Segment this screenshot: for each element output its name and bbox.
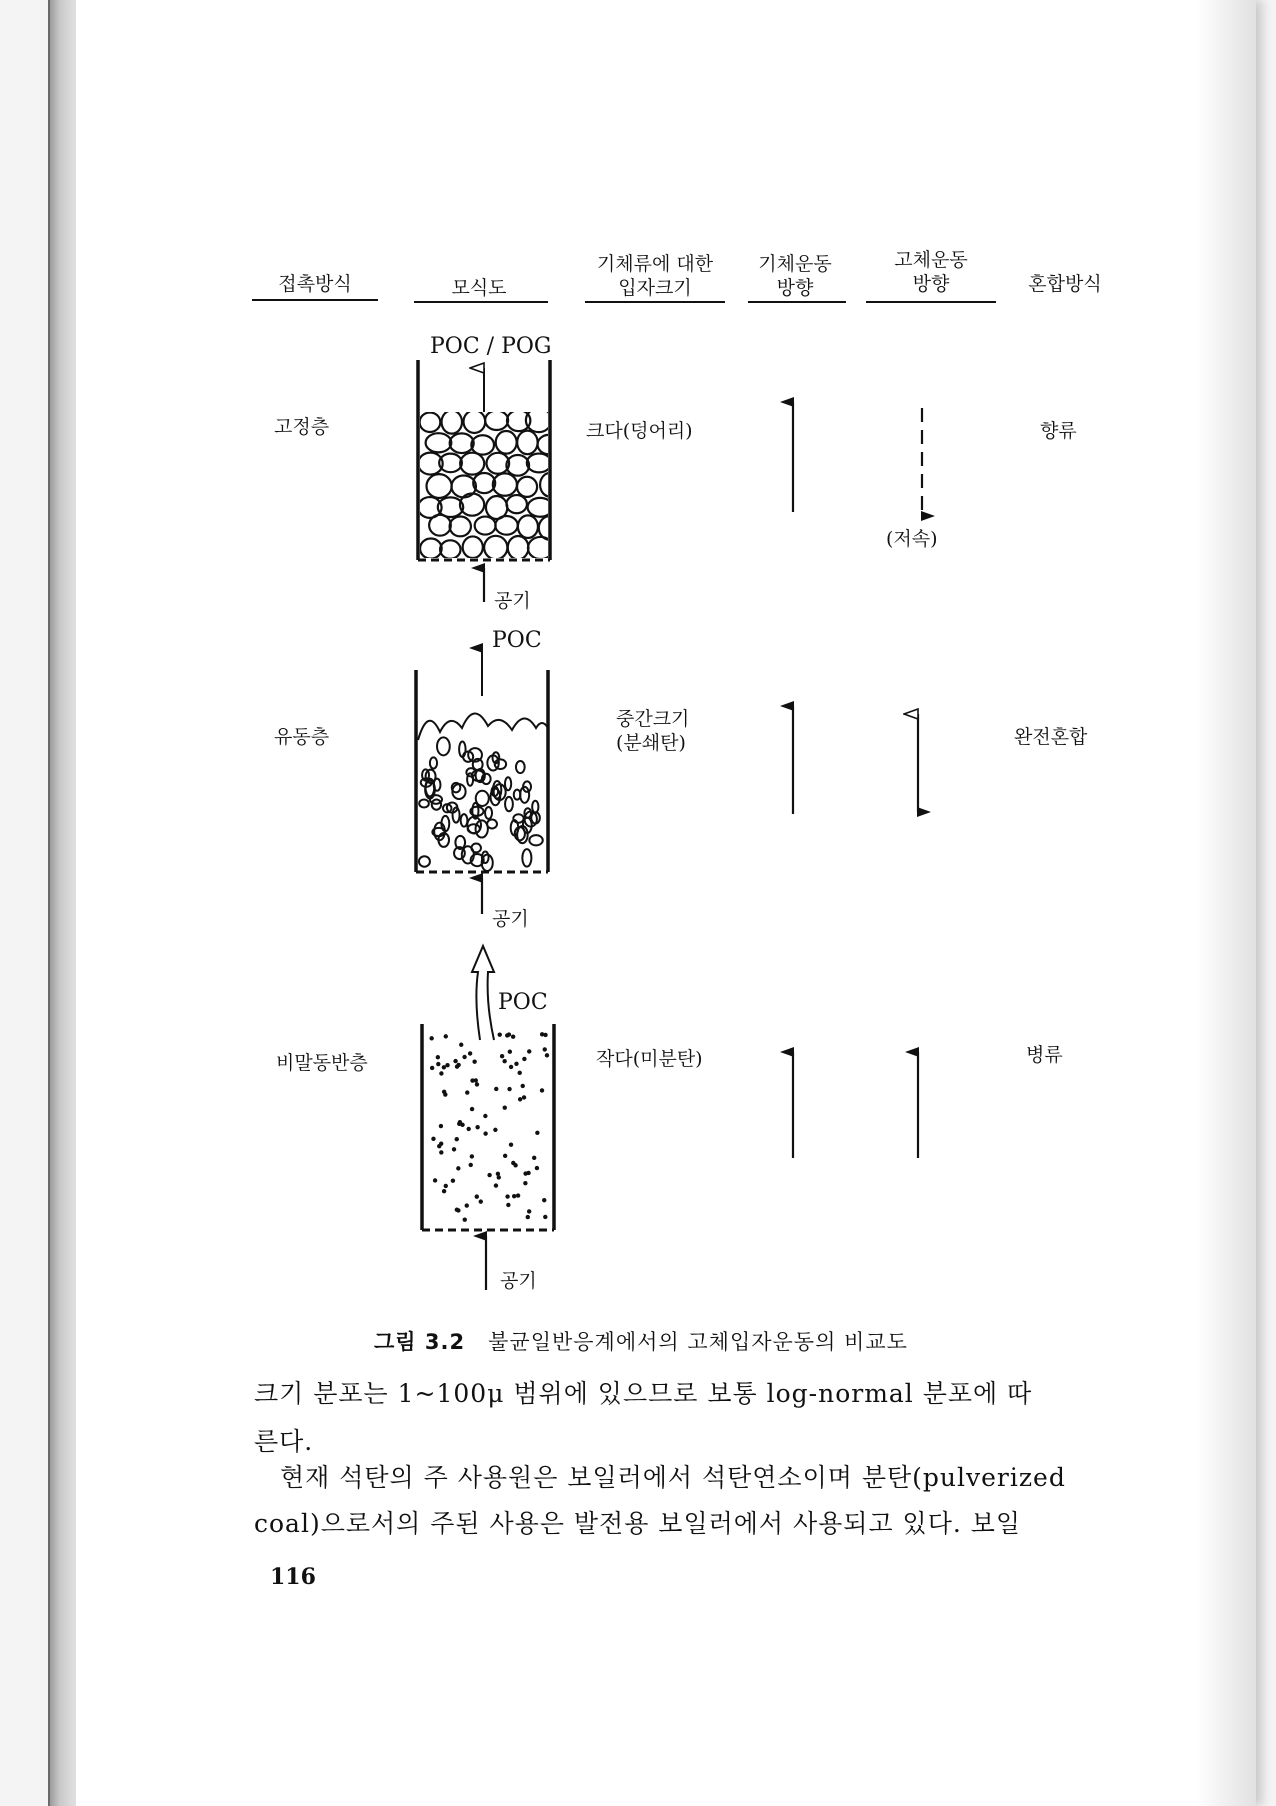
fine-particle [457,1122,461,1126]
figure-caption [374,1326,908,1356]
fine-particle [469,1163,473,1167]
size-fixed-bed: 크다(덩어리) [586,420,693,442]
fine-particle [455,1137,459,1141]
fluid-particle [505,797,513,811]
fine-particle [462,1055,466,1059]
reactor-entrained-bed [422,946,554,1290]
row-name-fluidized-bed: 유동층 [274,726,330,748]
fine-particle [459,1043,463,1047]
reactor3-top-label: POC [498,990,548,1015]
mixing-fluidized-bed: 완전혼합 [1014,726,1088,748]
lump-particle [426,433,452,452]
row-name-fixed-bed: 고정층 [274,416,330,438]
fine-particle [506,1203,510,1207]
fluid-particle [467,773,473,786]
solid-direction-arrows [918,408,922,1158]
fine-particle [535,1131,539,1135]
fine-particle [523,1181,527,1185]
header-mixing: 혼합방식 [1028,273,1102,295]
fine-particle [470,1078,474,1082]
fine-particle [444,1034,448,1038]
fine-particle [483,1114,487,1118]
fine-particle [543,1033,547,1037]
fine-particle [451,1178,455,1182]
reactor1-top-label: POC / POG [430,334,552,359]
lump-particle [508,536,529,559]
fine-particle [465,1203,469,1207]
lump-particle [450,433,474,453]
fine-particle [503,1106,507,1110]
reactor-fixed-bed [418,360,561,602]
reactor1-bottom-label: 공기 [494,590,531,612]
row-name-entrained-bed: 비말동반층 [276,1052,368,1074]
fine-particle [522,1057,526,1061]
fine-particle [456,1063,460,1067]
lump-particle [506,495,526,513]
fine-particle [431,1137,435,1141]
fine-particle [508,1050,512,1054]
page-number: 116 [270,1564,316,1590]
fluid-particle [522,849,531,866]
fine-particle [494,1183,498,1187]
fluid-particle [520,787,529,803]
fine-particle [498,1032,502,1036]
fluid-particle [419,799,429,807]
fine-particle [455,1208,459,1212]
lump-particle [517,431,537,455]
lump-particle [463,536,483,558]
fluid-particle [419,856,430,866]
reactor-fluidized-bed [416,648,548,914]
header-contact-method: 접촉방식 [278,273,352,295]
fine-particle [505,1194,509,1198]
fluid-particle [532,801,538,813]
lump-particle [485,411,508,430]
header-solid-direction-line1: 고체운동 [894,249,968,271]
reactor3-bottom-label: 공기 [500,1270,537,1292]
fluid-particle [529,835,542,845]
fluid-particle [505,777,511,790]
fine-particle [512,1194,516,1198]
fine-particle [439,1150,443,1154]
fine-particle [479,1199,483,1203]
fine-particle [487,1173,491,1177]
figure-number: 그림 3.2 [374,1330,466,1354]
lump-particle [484,536,507,559]
fine-particle [540,1088,544,1092]
reactor2-bottom-label: 공기 [492,908,529,930]
fine-particle [456,1166,460,1170]
lump-particle [460,453,484,475]
solid-slow-note: (저속) [886,528,938,550]
lump-particle [493,473,517,495]
body-line-2: 른다. [254,1427,314,1456]
header-schematic: 모식도 [451,277,507,299]
fine-particle [526,1171,530,1175]
fluid-particle [485,807,492,819]
size-fluidized-bed-line2: (분쇄탄) [616,732,686,754]
figure-caption-text: 불균일반응계에서의 고체입자운동의 비교도 [488,1330,908,1354]
fine-particle [437,1144,441,1148]
reactor2-top-label: POC [492,628,542,653]
fine-particle [470,1154,474,1158]
fine-particle [526,1215,530,1219]
fine-particle [463,1218,467,1222]
header-solid-direction-line2: 방향 [912,273,950,295]
header-particle-size-line2: 입자크기 [618,277,692,299]
body-line-1: 크기 분포는 1~100μ 범위에 있으므로 보통 log-normal 분포에 따 [254,1379,1033,1408]
fine-particle [475,1082,479,1086]
fine-particle [483,1131,487,1135]
fine-particle [442,1189,446,1193]
fluid-particle [430,757,437,768]
lump-particle [420,413,441,432]
fine-particle [493,1128,497,1132]
lump-particle [427,474,452,498]
lump-particle [440,540,460,558]
fine-particle [516,1193,520,1197]
fine-particle [442,1090,446,1094]
fine-particle [439,1124,443,1128]
fluid-particle [461,814,468,826]
lump-particle [471,435,494,454]
fine-particle [521,1084,525,1088]
fine-particle [502,1059,506,1063]
fine-particle [496,1172,500,1176]
fluid-particle [516,761,525,773]
fine-particle [514,1062,518,1066]
fine-particle [509,1142,513,1146]
lump-particle [450,517,471,537]
fluid-particle [471,844,481,853]
mixing-entrained-bed: 병류 [1026,1044,1063,1066]
fine-particle [453,1059,457,1063]
fine-particle [507,1032,511,1036]
fine-particle [509,1065,513,1069]
fine-particle [475,1194,479,1198]
body-line-4: coal)으로서의 주된 사용은 발전용 보일러에서 사용되고 있다. 보일 [254,1509,1022,1538]
fine-particle [494,1087,498,1091]
fine-particle [500,1054,504,1058]
lump-particle [517,477,537,497]
fine-particle [475,1125,479,1129]
fine-particle [444,1184,448,1188]
fine-particle [527,1209,531,1213]
lump-particle [518,515,538,538]
header-gas-direction-line2: 방향 [776,277,814,299]
fine-particle [465,1090,469,1094]
fine-particle [430,1066,434,1070]
fine-particle [535,1166,539,1170]
fine-particle [542,1198,546,1202]
lump-particle [464,410,486,433]
fine-particle [518,1097,522,1101]
fluid-particle [487,820,497,829]
fine-particle [470,1107,474,1111]
lump-particle [475,517,496,535]
fluid-particle [437,737,450,755]
lump-particle [442,410,462,433]
size-fluidized-bed-line1: 중간크기 [616,708,690,730]
fluid-particle [468,824,480,833]
fine-particle [433,1178,437,1182]
fine-particle [436,1055,440,1059]
fine-particle [532,1156,536,1160]
lump-particle [420,538,442,558]
fine-particle [545,1053,549,1057]
fine-particle [527,1049,531,1053]
fine-particle [543,1215,547,1219]
fine-particle [507,1087,511,1091]
fine-particle [436,1062,440,1066]
fine-particle [466,1127,470,1131]
fine-particle [429,1036,433,1040]
header-particle-size-line1: 기체류에 대한 [596,253,714,275]
fine-particle [445,1063,449,1067]
fine-particle [513,1163,517,1167]
fine-particle [468,1051,472,1055]
body-line-3: 현재 석탄의 주 사용원은 보일러에서 석탄연소이며 분탄(pulverized [280,1463,1066,1492]
lump-particle [496,431,517,454]
lump-particle [495,516,517,535]
fine-particle [503,1154,507,1158]
fine-particle [518,1071,522,1075]
fluid-particle [513,814,523,823]
lump-particle [429,515,451,536]
fine-particle [452,1147,456,1151]
mixing-fixed-bed: 향류 [1040,420,1077,442]
header-gas-direction-line1: 기체운동 [758,253,832,275]
fine-particle [522,1095,526,1099]
size-entrained-bed: 작다(미분탄) [596,1048,703,1070]
fine-particle [511,1035,515,1039]
fine-particle [439,1071,443,1075]
lump-particle [527,454,551,473]
fine-particle [442,1065,446,1069]
fine-particle [472,1059,476,1063]
fine-particle [543,1047,547,1051]
